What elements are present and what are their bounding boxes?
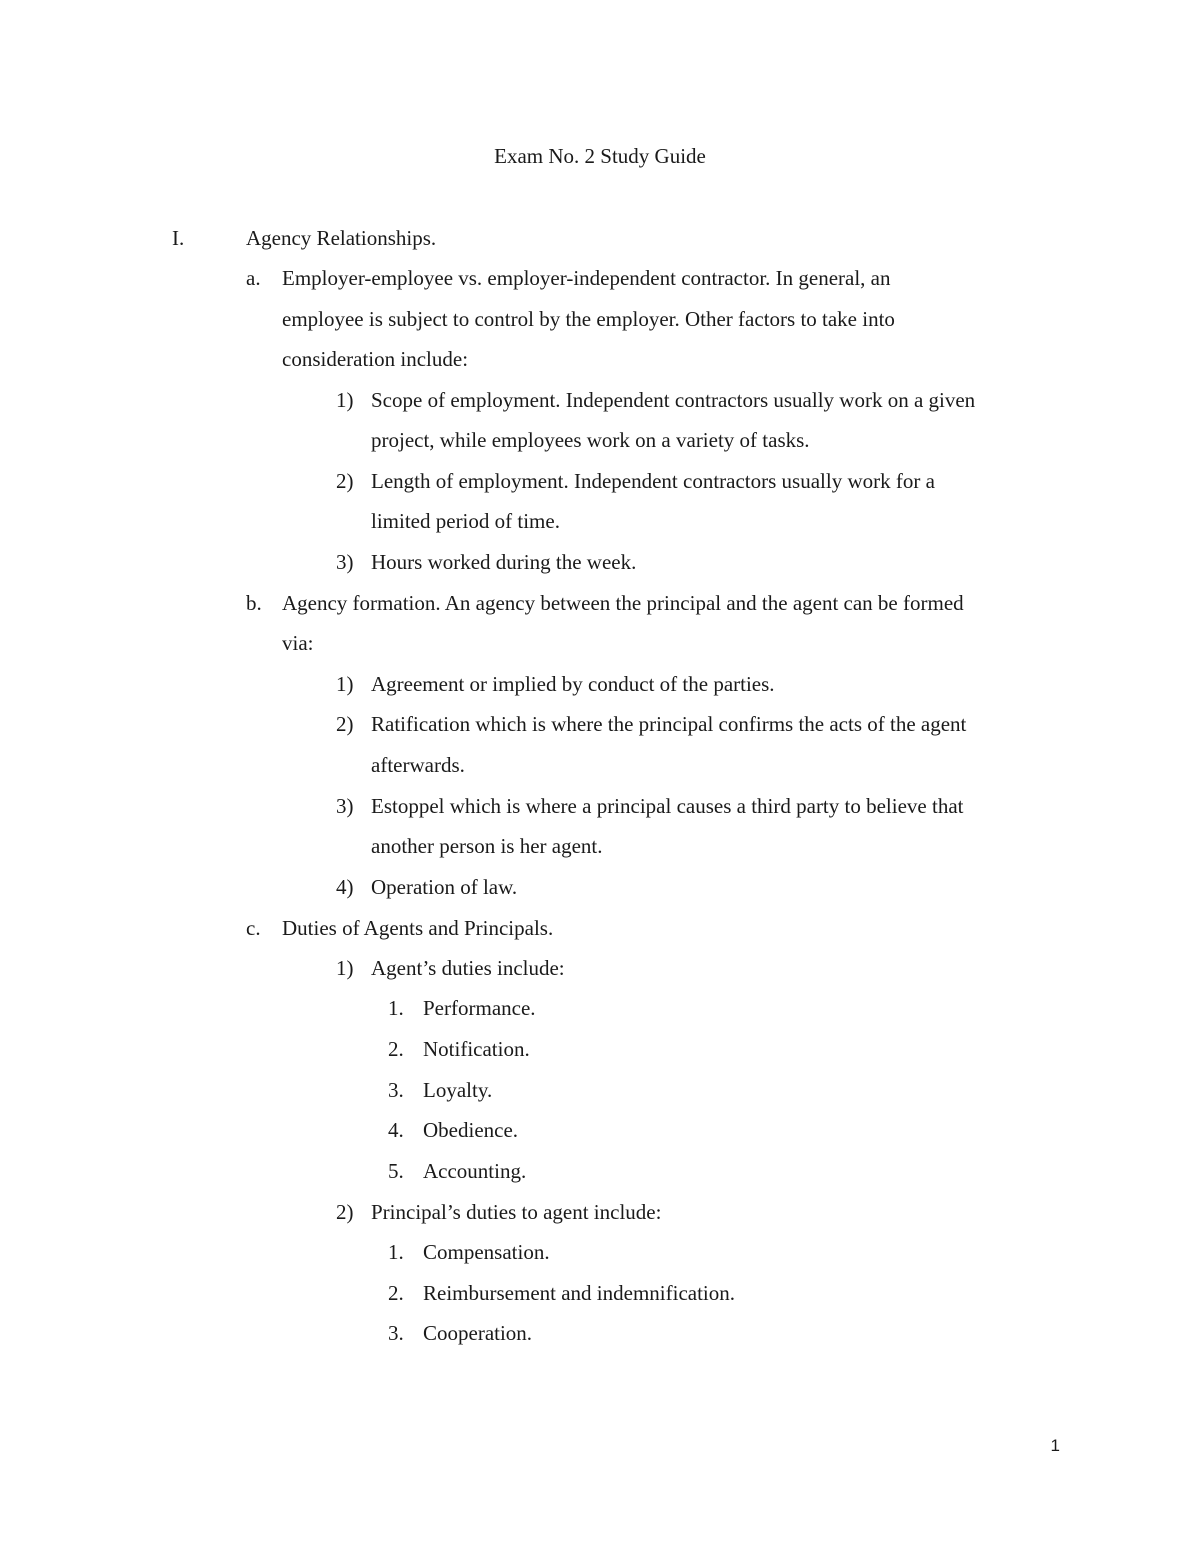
section-heading: Agency Relationships. [246, 226, 437, 250]
document-title: Exam No. 2 Study Guide [494, 144, 706, 168]
list-item-marker: 4) [336, 875, 354, 899]
item-a-text-line: Employer-employee vs. employer-independent contractor. In general, an [282, 266, 891, 290]
item-a-marker: a. [246, 266, 261, 290]
list-item-text: Estoppel which is where a principal causes a third party to believe that [371, 794, 964, 818]
page-number: 1 [1050, 1436, 1060, 1455]
sub-item-marker: 2. [388, 1281, 404, 1305]
item-a-text-line: employee is subject to control by the employer. Other factors to take into [282, 307, 895, 331]
item-a-text-line: consideration include: [282, 347, 469, 371]
item-c-marker: c. [246, 916, 261, 940]
sub-item-marker: 5. [388, 1159, 404, 1183]
list-item-text: Hours worked during the week. [371, 550, 637, 574]
list-item-text: Scope of employment. Independent contractors usually work on a given [371, 388, 976, 412]
sub-item-marker: 1. [388, 1240, 404, 1264]
list-item-marker: 3) [336, 794, 354, 818]
list-item-text: afterwards. [371, 753, 465, 777]
list-item-marker: 1) [336, 672, 354, 696]
item-b-marker: b. [246, 591, 262, 615]
sub-item-text: Accounting. [423, 1159, 527, 1183]
list-item-marker: 2) [336, 1200, 354, 1224]
item-b-text-line: via: [282, 631, 314, 655]
sub-item-text: Cooperation. [423, 1321, 533, 1345]
list-item-text: Agent’s duties include: [371, 956, 565, 980]
sub-item-text: Obedience. [423, 1118, 519, 1142]
list-item-text: Agreement or implied by conduct of the parties. [371, 672, 775, 696]
list-item-text: limited period of time. [371, 509, 560, 533]
list-item-text: another person is her agent. [371, 834, 603, 858]
list-item-text: Operation of law. [371, 875, 518, 899]
list-item-text: Principal’s duties to agent include: [371, 1200, 662, 1224]
item-c-text-line: Duties of Agents and Principals. [282, 916, 554, 940]
list-item-text: Length of employment. Independent contractors usually work for a [371, 469, 935, 493]
sub-item-marker: 1. [388, 996, 404, 1020]
list-item-text: project, while employees work on a variety of tasks. [371, 428, 810, 452]
section-marker: I. [172, 226, 185, 250]
sub-item-text: Performance. [423, 996, 536, 1020]
sub-item-text: Reimbursement and indemnification. [423, 1281, 736, 1305]
sub-item-marker: 4. [388, 1118, 404, 1142]
list-item-marker: 1) [336, 388, 354, 412]
list-item-text: Ratification which is where the principal confirms the acts of the agent [371, 712, 967, 736]
list-item-marker: 2) [336, 469, 354, 493]
sub-item-marker: 3. [388, 1321, 404, 1345]
list-item-marker: 3) [336, 550, 354, 574]
sub-item-marker: 2. [388, 1037, 404, 1061]
item-b-text-line: Agency formation. An agency between the principal and the agent can be formed [282, 591, 964, 615]
sub-item-text: Loyalty. [423, 1078, 493, 1102]
sub-item-text: Notification. [423, 1037, 530, 1061]
sub-item-text: Compensation. [423, 1240, 550, 1264]
list-item-marker: 2) [336, 712, 354, 736]
list-item-marker: 1) [336, 956, 354, 980]
sub-item-marker: 3. [388, 1078, 404, 1102]
